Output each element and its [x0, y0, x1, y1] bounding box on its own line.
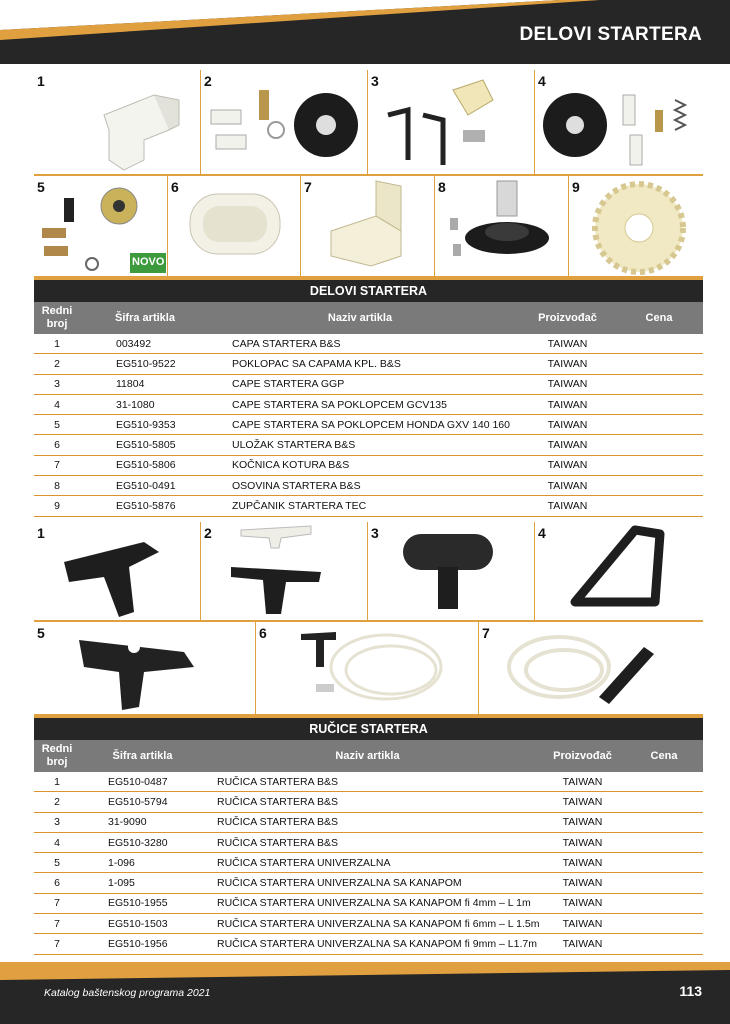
- image-number: 3: [371, 73, 379, 89]
- table-row: [34, 792, 703, 812]
- handles-table-header: [34, 740, 703, 772]
- page-number: 113: [679, 983, 702, 999]
- col-sifra: Šifra artikla: [112, 749, 173, 762]
- image-number: 6: [259, 625, 267, 641]
- cell-naziv: RUČICA STARTERA B&S: [217, 795, 338, 808]
- cell-sifra: EG510-9522: [116, 357, 176, 370]
- image-number: 3: [371, 525, 379, 541]
- cell-naziv: CAPE STARTERA SA POKLOPCEM HONDA GXV 140 160: [232, 418, 510, 431]
- cell-naziv: CAPE STARTERA SA POKLOPCEM GCV135: [232, 398, 447, 411]
- cell-proizvodjac: TAIWAN: [562, 836, 603, 849]
- cell-proizvodjac: TAIWAN: [547, 357, 588, 370]
- table-row: [34, 354, 703, 374]
- cell-proizvodjac: TAIWAN: [562, 938, 603, 951]
- cell-sifra: EG510-0491: [116, 479, 176, 492]
- cell-redni-broj: 6: [54, 877, 60, 890]
- cover-pawls-icon: [535, 70, 703, 174]
- handle-image-3: [368, 522, 535, 622]
- cell-redni-broj: 1: [54, 775, 60, 788]
- cell-redni-broj: 3: [54, 378, 60, 391]
- handle-image-6: [256, 622, 479, 716]
- part-image-7: [301, 176, 435, 278]
- cell-sifra: 31-9090: [108, 816, 147, 829]
- cell-redni-broj: 6: [54, 439, 60, 452]
- part-image-5: [34, 176, 168, 278]
- handle-image-1: [34, 522, 201, 622]
- cell-naziv: RUČICA STARTERA UNIVERZALNA: [217, 856, 391, 869]
- image-number: 2: [204, 525, 212, 541]
- parts-image-row-2: [34, 176, 703, 278]
- cell-proizvodjac: TAIWAN: [547, 500, 588, 513]
- cell-sifra: EG510-5805: [116, 439, 176, 452]
- image-number: 5: [37, 625, 45, 641]
- table-row: [34, 813, 703, 833]
- novo-badge: NOVO: [132, 256, 165, 268]
- col-proizvodjac: Proizvođač: [538, 311, 597, 324]
- cell-naziv: RUČICA STARTERA B&S: [217, 816, 338, 829]
- handle-pair-icon: [201, 522, 368, 620]
- image-number: 5: [37, 179, 45, 195]
- image-number: 6: [171, 179, 179, 195]
- cell-sifra: EG510-1503: [108, 917, 168, 930]
- handles-image-row-1: [34, 522, 703, 622]
- handles-table-body: [34, 772, 703, 955]
- cell-redni-broj: 7: [54, 938, 60, 951]
- parts-table: [34, 278, 703, 517]
- table-row: [34, 476, 703, 496]
- parts-table-header: [34, 302, 703, 334]
- parts-table-title: DELOVI STARTERA: [34, 278, 703, 302]
- cell-sifra: 1-096: [108, 856, 135, 869]
- image-number: 1: [37, 73, 45, 89]
- table-row: [34, 914, 703, 934]
- cell-redni-broj: 2: [54, 795, 60, 808]
- cell-proizvodjac: TAIWAN: [547, 398, 588, 411]
- image-number: 9: [572, 179, 580, 195]
- table-row: [34, 873, 703, 893]
- image-number: 4: [538, 525, 546, 541]
- handle-rounded-icon: [368, 522, 535, 620]
- cell-sifra: EG510-5876: [116, 500, 176, 513]
- table-row: [34, 334, 703, 354]
- table-row: [34, 395, 703, 415]
- cell-naziv: POKLOPAC SA CAPAMA KPL. B&S: [232, 357, 401, 370]
- cell-redni-broj: 9: [54, 500, 60, 513]
- starter-insert-icon: [168, 176, 301, 276]
- col-naziv: Naziv artikla: [335, 749, 400, 762]
- table-row: [34, 934, 703, 954]
- cell-sifra: EG510-5806: [116, 459, 176, 472]
- cell-sifra: 31-1080: [116, 398, 155, 411]
- col-redni-broj: Redni broj: [41, 305, 73, 330]
- cell-proizvodjac: TAIWAN: [562, 795, 603, 808]
- pulley-brake-icon: [301, 176, 435, 276]
- cell-naziv: RUČICA STARTERA UNIVERZALNA SA KANAPOM fi 4mm – L 1m: [217, 897, 531, 910]
- cell-naziv: CAPA STARTERA B&S: [232, 337, 341, 350]
- handles-table-title: RUČICE STARTERA: [34, 716, 703, 740]
- cell-proizvodjac: TAIWAN: [547, 418, 588, 431]
- col-proizvodjac: Proizvođač: [553, 749, 612, 762]
- part-image-9: [569, 176, 703, 278]
- table-row: [34, 853, 703, 873]
- handle-d-ring-icon: [535, 522, 703, 620]
- cell-sifra: EG510-1955: [108, 897, 168, 910]
- table-row: [34, 772, 703, 792]
- handle-with-rope-icon: [256, 622, 479, 714]
- cell-sifra: EG510-1956: [108, 938, 168, 951]
- cell-redni-broj: 4: [54, 398, 60, 411]
- cell-proizvodjac: TAIWAN: [547, 479, 588, 492]
- image-number: 1: [37, 525, 45, 541]
- cell-naziv: ULOŽAK STARTERA B&S: [232, 439, 356, 452]
- cell-sifra: EG510-5794: [108, 795, 168, 808]
- image-number: 7: [482, 625, 490, 641]
- parts-table-body: [34, 334, 703, 517]
- table-row: [34, 833, 703, 853]
- cell-redni-broj: 1: [54, 337, 60, 350]
- part-image-1: [34, 70, 201, 176]
- table-row: [34, 456, 703, 476]
- cell-proizvodjac: TAIWAN: [547, 459, 588, 472]
- catalog-label: Katalog baštenskog programa 2021: [44, 987, 211, 999]
- handle-image-5: [34, 622, 256, 716]
- handle-rope-coil-icon: [479, 622, 703, 714]
- table-row: [34, 894, 703, 914]
- cell-proizvodjac: TAIWAN: [547, 378, 588, 391]
- cell-naziv: OSOVINA STARTERA B&S: [232, 479, 361, 492]
- starter-shaft-icon: [435, 176, 569, 276]
- handles-table: [34, 716, 703, 955]
- cell-sifra: EG510-9353: [116, 418, 176, 431]
- cell-proizvodjac: TAIWAN: [547, 439, 588, 452]
- handle-image-4: [535, 522, 703, 622]
- handle-image-7: [479, 622, 703, 716]
- cell-sifra: 11804: [116, 378, 145, 391]
- cell-redni-broj: 5: [54, 418, 60, 431]
- cell-proizvodjac: TAIWAN: [562, 856, 603, 869]
- cell-naziv: RUČICA STARTERA B&S: [217, 775, 338, 788]
- cell-proizvodjac: TAIWAN: [562, 816, 603, 829]
- table-row: [34, 415, 703, 435]
- cell-naziv: ZUPČANIK STARTERA TEC: [232, 500, 367, 513]
- part-image-2: [201, 70, 368, 176]
- cell-redni-broj: 8: [54, 479, 60, 492]
- pawls-icon: [368, 70, 535, 174]
- cell-naziv: RUČICA STARTERA UNIVERZALNA SA KANAPOM fi 9mm – L1.7m: [217, 938, 537, 951]
- parts-image-row-1: [34, 70, 703, 176]
- cell-proizvodjac: TAIWAN: [562, 877, 603, 890]
- starter-pawl-icon: [34, 70, 201, 174]
- table-row: [34, 435, 703, 455]
- part-image-3: [368, 70, 535, 176]
- col-naziv: Naziv artikla: [327, 311, 393, 324]
- handle-image-2: [201, 522, 368, 622]
- cell-redni-broj: 3: [54, 816, 60, 829]
- handle-universal-icon: [34, 622, 256, 714]
- cell-proizvodjac: TAIWAN: [562, 917, 603, 930]
- image-number: 2: [204, 73, 212, 89]
- cell-redni-broj: 4: [54, 836, 60, 849]
- cell-naziv: RUČICA STARTERA UNIVERZALNA SA KANAPOM: [217, 877, 462, 890]
- image-number: 7: [304, 179, 312, 195]
- cell-sifra: EG510-0487: [108, 775, 168, 788]
- cell-sifra: EG510-3280: [108, 836, 168, 849]
- part-image-6: [168, 176, 301, 278]
- col-cena: Cena: [650, 749, 678, 762]
- cell-proizvodjac: TAIWAN: [562, 897, 603, 910]
- cell-redni-broj: 5: [54, 856, 60, 869]
- part-image-4: [535, 70, 703, 176]
- handle-t-black-icon: [34, 522, 201, 620]
- table-row: [34, 496, 703, 516]
- cell-proizvodjac: TAIWAN: [547, 337, 588, 350]
- cell-redni-broj: 7: [54, 897, 60, 910]
- cell-redni-broj: 7: [54, 917, 60, 930]
- cell-redni-broj: 7: [54, 459, 60, 472]
- cell-sifra: 1-095: [108, 877, 135, 890]
- cover-kit-icon: [201, 70, 368, 174]
- cell-sifra: 003492: [116, 337, 152, 350]
- part-image-8: [435, 176, 569, 278]
- col-redni-broj: Redni broj: [41, 743, 73, 768]
- cell-naziv: RUČICA STARTERA B&S: [217, 836, 338, 849]
- cell-naziv: CAPE STARTERA GGP: [232, 378, 345, 391]
- cell-naziv: KOČNICA KOTURA B&S: [232, 459, 350, 472]
- cell-proizvodjac: TAIWAN: [562, 775, 603, 788]
- image-number: 4: [538, 73, 546, 89]
- table-row: [34, 375, 703, 395]
- handles-image-row-2: [34, 622, 703, 716]
- col-sifra: Šifra artikla: [115, 311, 175, 324]
- col-cena: Cena: [645, 311, 673, 324]
- image-number: 8: [438, 179, 446, 195]
- cell-naziv: RUČICA STARTERA UNIVERZALNA SA KANAPOM fi 6mm – L 1.5m: [217, 917, 540, 930]
- cell-redni-broj: 2: [54, 357, 60, 370]
- page-title: DELOVI STARTERA: [519, 24, 702, 45]
- starter-gear-icon: [569, 176, 703, 276]
